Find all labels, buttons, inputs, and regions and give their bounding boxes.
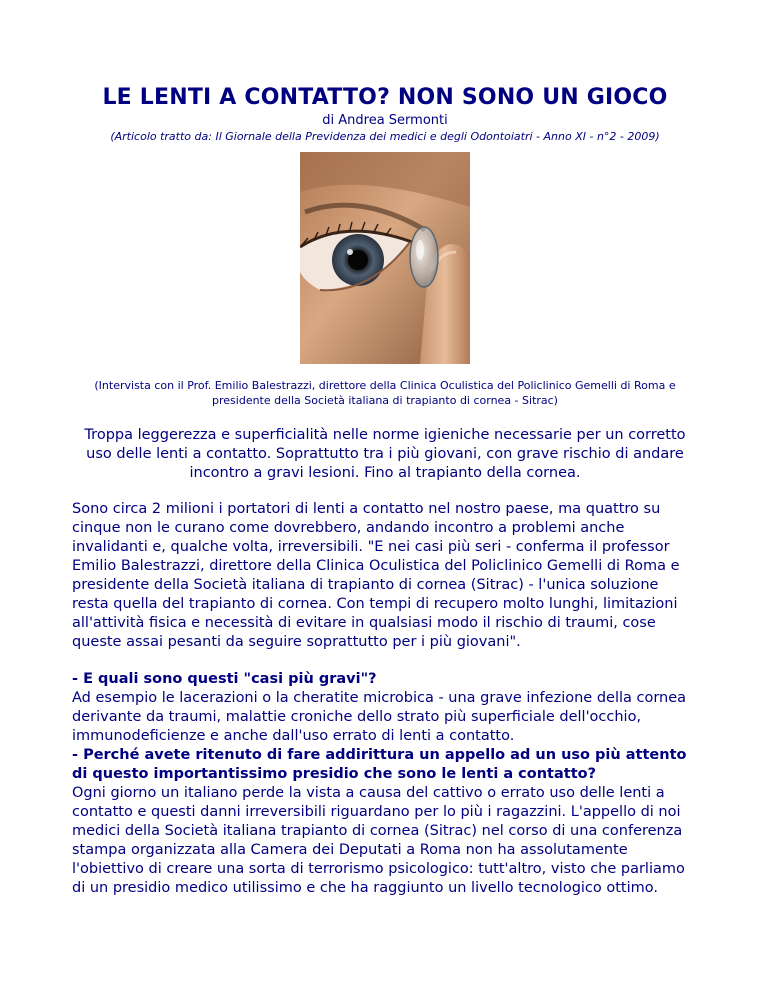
interview-answer: Ogni giorno un italiano perde la vista a causa del cattivo o errato uso delle lenti a contatto e questi danni irreversibili riguardano per lo più i ragazzini. L'appello di noi medici della Società italiana trapianto di cornea (Sitrac) nel corso di una conferenza stampa organizzata alla Camera dei Deputati a Roma non ha assolutamente l'obiettivo di creare una sorta di terrorismo psicologico: tutt'altro, visto che parliamo di un presidio medico utilissimo e che ha raggiunto un livello tecnologico ottimo. — [72, 785, 685, 896]
interview-qa — [72, 670, 698, 898]
article-title: LE LENTI A CONTATTO? NON SONO UN GIOCO — [102, 85, 668, 110]
eye-contact-lens-photo — [300, 152, 470, 364]
interview-question: - Perché avete ritenuto di fare addirittura un appello ad un uso più attento di questo importantissimo presidio che sono le lenti a contatto? — [72, 747, 687, 782]
article-photo-wrap — [72, 152, 698, 364]
article — [72, 84, 698, 898]
interview-question: - E quali sono questi "casi più gravi"? — [72, 671, 377, 687]
article-intro: Sono circa 2 milioni i portatori di lenti a contatto nel nostro paese, ma quattro su cinque non le curano come dovrebbero, andando incontro a problemi anche invalidanti e, qualche volta, irreversibili. "E nei casi più seri - conferma il professor Emilio Balestrazzi, direttore della Clinica Oculistica del Policlinico Gemelli di Roma e presidente della Società italiana di trapianto di cornea (Sitrac) - l'unica soluzione resta quella del trapianto di cornea. Con tempi di recupero molto lunghi, limitazioni all'attività fisica e necessità di evitare in qualsiasi modo il rischio di traumi, cose queste assai pesanti da seguire soprattutto per i più giovani". — [72, 501, 680, 650]
article-author: di Andrea Sermonti — [322, 113, 448, 128]
interview-answer: Ad esempio le lacerazioni o la cheratite microbica - una grave infezione della cornea derivante da traumi, malattie croniche dello strato più superficiale dell'occhio, immunodeficienze e anche dall'uso errato di lenti a contatto. — [72, 690, 687, 744]
article-lead: Troppa leggerezza e superficialità nelle norme igieniche necessarie per un corretto uso delle lenti a contatto. Soprattutto tra i più giovani, con grave rischio di andare incontro a gravi lesioni. Fino al trapianto della cornea. — [84, 427, 686, 481]
photo-caption: (Intervista con il Prof. Emilio Balestrazzi, direttore della Clinica Oculistica del Policlinico Gemelli di Roma e presidente della Società italiana di trapianto di cornea - Sitrac) — [94, 379, 676, 407]
article-source: (Articolo tratto da: Il Giornale della Previdenza dei medici e degli Odontoiatri - Anno XI - n°2 - 2009) — [110, 130, 660, 143]
